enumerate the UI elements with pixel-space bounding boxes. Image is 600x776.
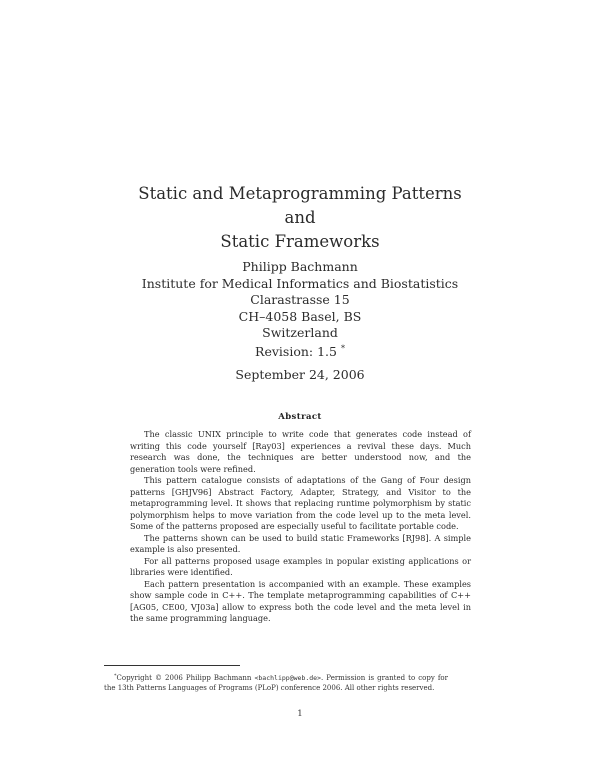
abstract-paragraph-4: For all patterns proposed usage examples in popular existing applications or libraries were identified. (130, 555, 471, 577)
author-institute: Institute for Medical Informatics and Biostatistics (141, 275, 459, 291)
author-city: CH–4058 Basel, BS (238, 308, 362, 324)
footnote-mark: * (114, 673, 117, 679)
revision-label: Revision: 1.5 (255, 344, 337, 359)
abstract-paragraph-2: This pattern catalogue consists of adaptations of the Gang of Four design patterns [GHJV96] Abstract Factory, Adapter, Strategy, and Visitor to the metaprogramming level. It shows that replacing runtime polymorphism by static polymorphism helps to move variation from the code level up to the meta level. Some of the patterns proposed are especially useful to facilitate portable code. (130, 475, 471, 531)
title-line-3: Static Frameworks (220, 232, 380, 251)
footnote-copyright-prefix: Copyright (116, 674, 152, 682)
author-block (0, 259, 600, 342)
footnote-email-link[interactable]: <bachlipp@web.de> (254, 674, 322, 682)
abstract-heading: Abstract (278, 412, 322, 422)
abstract-paragraph-5: Each pattern presentation is accompanied with an example. These examples show sample code in C++. The template metaprogramming capabilities of C++ [AG05, CE00, VJ03a] allow to express both the code level and the meta level in the same programming language. (130, 578, 471, 623)
title-line-2: and (284, 208, 316, 227)
abstract-body (130, 429, 471, 625)
footnote-permission-text: . Permission is granted to copy for the 13th Patterns Languages of Programs (PLoP) conference 2006. All other rights reserved. (104, 674, 448, 692)
paper-title (0, 182, 600, 254)
abstract-paragraph-3: The patterns shown can be used to build static Frameworks [RJ98]. A simple example is also presented. (130, 532, 471, 554)
footnote-copyright-holder: 2006 Philipp Bachmann (165, 674, 252, 682)
paper-date: September 24, 2006 (235, 367, 365, 382)
title-line-1: Static and Metaprogramming Patterns (138, 184, 462, 203)
author-street: Clarastrasse 15 (250, 292, 350, 307)
author-country: Switzerland (262, 325, 338, 340)
copyright-icon: © (154, 674, 162, 682)
revision-line (0, 341, 600, 360)
footnote-divider (104, 665, 240, 666)
author-name: Philipp Bachmann (242, 259, 358, 274)
page-number: 1 (297, 709, 303, 719)
revision-footnote-mark: * (340, 344, 345, 353)
footnote (104, 671, 448, 693)
footnote-indent (104, 674, 114, 682)
abstract-paragraph-1: The classic UNIX principle to write code that generates code instead of writing this code yourself [Ray03] experiences a revival these days. Much research was done, the techniques are better understood now, and the generation tools were refined. (130, 429, 471, 474)
